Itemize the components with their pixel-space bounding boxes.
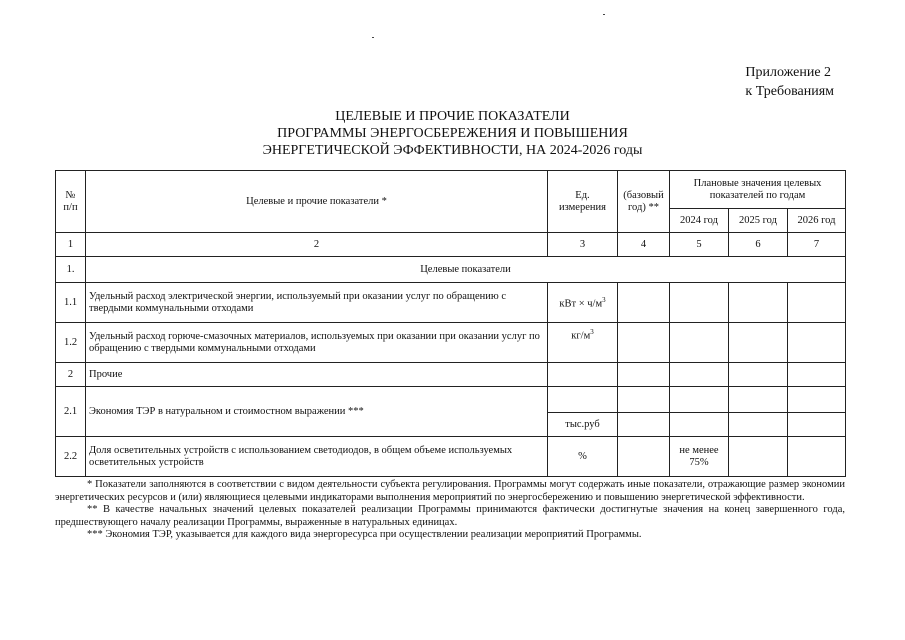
row-num: 2.1 <box>56 387 86 437</box>
empty-cell <box>729 413 788 437</box>
empty-cell <box>548 363 618 387</box>
table-row <box>56 387 846 413</box>
empty-cell <box>670 283 729 323</box>
empty-cell <box>618 437 670 477</box>
scan-speck <box>603 14 605 15</box>
header-year-2024: 2024 год <box>670 209 729 233</box>
appendix-line-1: Приложение 2 <box>745 65 832 80</box>
title-line-2: ПРОГРАММЫ ЭНЕРГОСБЕРЕЖЕНИЯ И ПОВЫШЕНИЯ <box>277 126 628 141</box>
value-2024: не менее 75% <box>670 437 729 477</box>
title-line-1: ЦЕЛЕВЫЕ И ПРОЧИЕ ПОКАЗАТЕЛИ <box>335 109 570 124</box>
header-num: № п/п <box>56 171 86 233</box>
table-row <box>56 437 846 477</box>
empty-cell <box>618 363 670 387</box>
row-num: 2.2 <box>56 437 86 477</box>
empty-cell <box>729 387 788 413</box>
row-num: 1.1 <box>56 283 86 323</box>
unit-cell: $кг/м^3$ <box>548 323 618 363</box>
empty-cell <box>788 413 846 437</box>
empty-cell <box>729 437 788 477</box>
indicator-text: Доля осветительных устройств с использованием светодиодов, в общем объеме используемых осветительных устройств <box>86 437 548 477</box>
row-num: 1.2 <box>56 323 86 363</box>
table-row <box>56 257 846 283</box>
empty-cell <box>788 437 846 477</box>
indicators-table <box>55 170 846 477</box>
indicator-text: Удельный расход электрической энергии, используемый при оказании услуг по обращению с твердыми коммунальными отходами <box>86 283 548 323</box>
indicator-text: Прочие <box>86 363 548 387</box>
empty-cell <box>618 387 670 413</box>
empty-cell <box>729 363 788 387</box>
colnum-cell: 6 <box>729 233 788 257</box>
footnote-1: * Показатели заполняются в соответствии с видом деятельности субъекта регулирования. Программы могут содержать иные показатели, отражающие размер экономии энергетических ресурсов и (или) являющиеся целевыми индикаторами выполнения мероприятий по энергосбережению и повышению энергетической эффективности. <box>55 479 845 503</box>
empty-cell <box>788 283 846 323</box>
header-unit: Ед. измерения <box>548 171 618 233</box>
table-row <box>56 283 846 323</box>
header-row <box>56 171 846 209</box>
indicator-text: Экономия ТЭР в натуральном и стоимостном выражении *** <box>86 387 548 437</box>
scan-speck <box>372 37 374 38</box>
header-base-year: (базовый год) ** <box>618 171 670 233</box>
empty-cell <box>618 283 670 323</box>
empty-cell <box>670 413 729 437</box>
empty-cell <box>788 387 846 413</box>
empty-cell <box>670 323 729 363</box>
document-title <box>0 108 905 159</box>
colnum-cell: 3 <box>548 233 618 257</box>
colnum-cell: 1 <box>56 233 86 257</box>
row-num: 2 <box>56 363 86 387</box>
empty-cell <box>618 413 670 437</box>
column-number-row <box>56 233 846 257</box>
colnum-cell: 7 <box>788 233 846 257</box>
empty-cell <box>548 387 618 413</box>
colnum-cell: 5 <box>670 233 729 257</box>
header-planned: Плановые значения целевых показателей по годам <box>670 171 846 209</box>
empty-cell <box>788 363 846 387</box>
colnum-cell: 2 <box>86 233 548 257</box>
unit-cell: тыс.руб <box>548 413 618 437</box>
empty-cell <box>670 387 729 413</box>
empty-cell <box>618 323 670 363</box>
header-indicators: Целевые и прочие показатели * <box>86 171 548 233</box>
empty-cell <box>729 283 788 323</box>
header-year-2026: 2026 год <box>788 209 846 233</box>
colnum-cell: 4 <box>618 233 670 257</box>
section-title: Целевые показатели <box>86 257 846 283</box>
unit-cell: кВт × $ч/м^3$ <box>548 283 618 323</box>
table-row <box>56 363 846 387</box>
empty-cell <box>788 323 846 363</box>
title-line-3: ЭНЕРГЕТИЧЕСКОЙ ЭФФЕКТИВНОСТИ, НА 2024-2026 годы <box>262 143 643 158</box>
unit-cell: % <box>548 437 618 477</box>
appendix-label <box>745 63 834 101</box>
footnote-3: *** Экономия ТЭР, указывается для каждого вида энергоресурса при осуществлении реализации мероприятий Программы. <box>87 529 642 541</box>
appendix-line-2: к Требованиям <box>745 84 834 99</box>
header-year-2025: 2025 год <box>729 209 788 233</box>
empty-cell <box>729 323 788 363</box>
row-num: 1. <box>56 257 86 283</box>
indicator-text: Удельный расход горюче-смазочных материалов, используемых при оказании при оказании услуг по обращению с твердыми коммунальными отходами <box>86 323 548 363</box>
footnotes <box>55 479 845 542</box>
table-row <box>56 323 846 363</box>
empty-cell <box>670 363 729 387</box>
footnote-2: ** В качестве начальных значений целевых показателей реализации Программы принимаются фактически достигнутые значения на конец завершенного года, предшествующего началу реализации Программы, выраженные в натуральных единицах. <box>55 504 845 528</box>
